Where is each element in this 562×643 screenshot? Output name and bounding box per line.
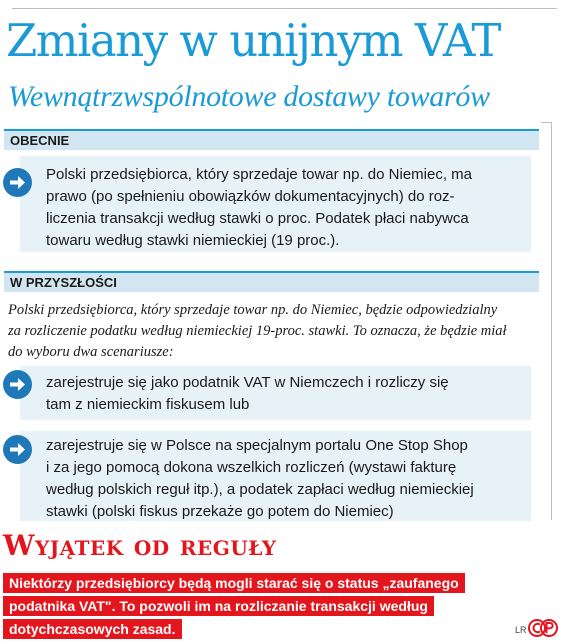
exception-line: podatnika VAT". To pozwoli im na rozliczanie transakcji według bbox=[3, 596, 434, 616]
frame-line-right bbox=[551, 122, 552, 520]
frame-cap-top bbox=[541, 122, 551, 123]
author-credit: LR bbox=[515, 625, 527, 635]
future-intro: Polski przedsiębiorca, który sprzedaje towar np. do Niemiec, będzie odpowiedzialny za rozliczenie podatku według niemieckiej 19-proc. stawki. To oznacza, że będzie miał do wyboru dwa scenariusze: bbox=[8, 302, 507, 360]
arrow-right-circle-icon bbox=[3, 168, 32, 197]
top-rule bbox=[12, 8, 557, 9]
current-box bbox=[20, 156, 531, 252]
exception-title: Wyjątek od reguły bbox=[3, 529, 277, 562]
future-option-box bbox=[20, 366, 531, 420]
page-title: Zmiany w unijnym VAT bbox=[6, 14, 500, 67]
current-text: Polski przedsiębiorca, który sprzedaje towar np. do Niemiec, ma prawo (po spełnieniu obowiązków dokumentacyjnych) do roz- liczenia transakcji według stawki o proc. Podatek płaci nabywca towaru według stawki niemieckiej (19 proc.). bbox=[46, 166, 473, 249]
future-option-text: zarejestruje się w Polsce na specjalnym portalu One Stop Shop i za jego pomocą dokona wszelkich rozliczeń (wystawi fakturę według polskich reguł itp.), a podatek zapłaci według niemieckiej stawki (polski fiskus przekaże go potem do Niemiec) bbox=[46, 437, 474, 520]
section-future-heading: W PRZYSZŁOŚCI bbox=[4, 271, 539, 292]
exception-line: dotychczasowych zasad. bbox=[3, 619, 182, 639]
arrow-right-circle-icon bbox=[3, 435, 32, 464]
exception-line: Niektórzy przedsiębiorcy będą mogli starać się o status „zaufanego bbox=[3, 573, 465, 593]
section-current-heading: OBECNIE bbox=[4, 129, 539, 150]
future-option-box bbox=[20, 431, 531, 521]
publisher-logo-icon bbox=[528, 618, 558, 638]
future-option-text: zarejestruje się jako podatnik VAT w Niemczech i rozliczy się tam z niemieckim fiskusem lub bbox=[46, 374, 449, 413]
arrow-right-circle-icon bbox=[3, 370, 32, 399]
page-subtitle: Wewnątrzwspólnotowe dostawy towarów bbox=[8, 80, 490, 113]
